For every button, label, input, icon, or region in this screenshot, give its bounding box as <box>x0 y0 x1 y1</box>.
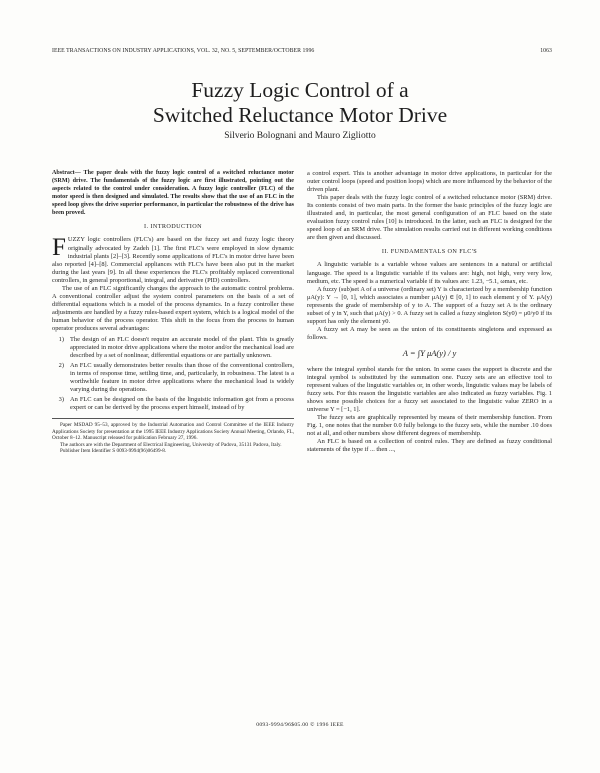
right-paragraph-5: A fuzzy set A may be seen as the union of its constituents singletons and expressed as follows. <box>307 325 552 341</box>
list-item-text: An FLC can be designed on the basis of the linguistic information got from a process expert or can be derived by the process expert himself, instead of by <box>70 396 294 412</box>
left-column <box>52 170 294 455</box>
authors: Silverio Bolognani and Mauro Zigliotto <box>224 131 376 141</box>
footnote <box>52 418 294 454</box>
right-paragraph-3: A linguistic variable is a variable whose values are sentences in a natural or artificial language. The speed is a linguistic variable if its values are: high, not high, very very low, medium, etc. The speed is a numerical variable if its values are: 1.23, −5.1, ωmax, etc. <box>307 261 552 285</box>
equation: A = ∫Y μA(y) / y <box>402 347 457 358</box>
right-paragraph-7: The fuzzy sets are graphically represented by means of their membership function. From Fig. 1, one notes that the number 0.0 fully belongs to the fuzzy sets, while the number .10 does not at all, and other numbers show different degrees of membership. <box>307 414 552 438</box>
list-item <box>52 396 294 412</box>
drop-cap: F <box>52 234 66 262</box>
running-head <box>52 48 552 54</box>
abstract: Abstract— The paper deals with the fuzzy logic control of a switched reluctance motor (SRM) drive. The fundamentals of the fuzzy logic are first illustrated, pointing out the aspects related to the control under consideration. A fuzzy logic controller (FLC) of the motor speed is then designed and simulated. The results show that the use of an FLC in the speed loop gives the drive superior performance, in particular the robustness of the drive has been proved. <box>52 170 294 216</box>
list-item <box>52 336 294 360</box>
page-number: 1063 <box>540 48 552 54</box>
intro-paragraph-1-text: UZZY logic controllers (FLC's) are based on the fuzzy set and fuzzy logic theory originally advocated by Zadeh [1]. The first FLC's were employed in slow dynamic industrial plants [2]–[3]. Recently some applications of FLC's in motor drive have been also reported [4]–[8]. Commercial appliances with FLC's have been also put in the market during the last years [9]. In all these experiences the FLC's profitably replaced conventional controllers, in general proportional, integral, and derivative (PID) controllers. <box>52 236 294 284</box>
list-item-text: The design of an FLC doesn't require an accurate model of the plant. This is greatly appreciated in motor drive applications where the motor and/or the mechanical load are described by a set of nonlinear, differential equations or are partially unknown. <box>70 336 294 360</box>
right-paragraph-4: A fuzzy (sub)set A of a universe (ordinary set) Y is characterized by a membership function μA(y): Y → [0, 1], which associates a number μA(y) ∈ [0, 1] to each element y of Y. μA(y) represents the grade of membership of y to A. The support of a fuzzy set A is the ordinary subset of y in Y, such that μA(y) > 0. A fuzzy set is called a fuzzy singleton S(y0) = μ0/y0 if its support has only the element y0. <box>307 285 552 325</box>
title-line-1: Fuzzy Logic Control of a <box>191 78 409 102</box>
right-column <box>307 170 552 455</box>
footnote-affiliation: The authors are with the Department of Electrical Engineering, University of Padova, 35131 Padova, Italy. <box>60 441 282 448</box>
intro-paragraph-2: The use of an FLC significantly changes the approach to the automatic control problems. A conventional controller adjust the system control parameters on the basis of a set of differential equations which is a model of the process dynamics. In a fuzzy controller these adjustments are handled by a fuzzy rules-based expert system, which is a logical model of the human behavior of the process operator. This shift in the focus from the process to human operator produces several advantages: <box>52 284 294 332</box>
section-heading-fundamentals: II. FUNDAMENTALS ON FLC'S <box>381 248 478 256</box>
list-item <box>52 362 294 394</box>
footnote-paper-info: Paper MSDAD 95–53, approved by the Industrial Automation and Control Committee of the IEEE Industry Applications Society for presentation at the 1995 IEEE Industry Applications Society Annual Meeting, Orlando, FL, October 8–12. Manuscript released for publication February 27, 1996. <box>52 422 294 442</box>
title-line-2: Switched Reluctance Motor Drive <box>152 103 448 127</box>
journal-citation: IEEE TRANSACTIONS ON INDUSTRY APPLICATIONS, VOL. 32, NO. 5, SEPTEMBER/OCTOBER 1996 <box>52 48 315 54</box>
advantages-list <box>52 336 294 412</box>
right-paragraph-2: This paper deals with the fuzzy logic control of a switched reluctance motor (SRM) drive. Its contents consist of two main parts. In the former the basic principles of the fuzzy logic are illustrated and, in particular, the most general configuration of an FLC based on the state evaluation fuzzy control rules [10] is introduced. In the latter, such an FLC is designed for the speed loop of an SRM drive. The simulation results carried out in different working conditions are then given and discussed. <box>307 194 552 242</box>
footnote-identifier: Publisher Item Identifier S 0093-9994(96)06499-8. <box>60 448 167 455</box>
section-heading-introduction: I. INTRODUCTION <box>144 223 202 231</box>
intro-paragraph-1 <box>52 236 294 284</box>
list-item-number: 2) <box>58 362 64 370</box>
copyright-code: 0093-9994/96$05.00 © 1996 IEEE <box>256 722 344 728</box>
right-paragraph-8: An FLC is based on a collection of control rules. They are defined as fuzzy conditional statements of the type if ... then ..., <box>307 438 552 454</box>
list-item-text: An FLC usually demonstrates better results than those of the conventional controllers, in terms of response time, settling time, and, particularly, in robustness. The latest is a worthwhile feature in motor drive applications where the mechanical load is widely varying during the operations. <box>70 362 294 394</box>
paper-title <box>0 78 600 128</box>
right-paragraph-1: a control expert. This is another advantage in motor drive applications, in particular for the outer control loops (speed and position loops) which are more influenced by the behavior of the driven plant. <box>307 170 552 194</box>
right-paragraph-6: where the integral symbol stands for the union. In some cases the support is discrete and the integral symbol is substituted by the summation one. Fuzzy sets are an effective tool to represent values of the linguistic variables or, in other words, linguistic values may be labels of fuzzy sets. For this reason the linguistic variables are also indicated as fuzzy variables. Fig. 1 shows some possible choices for a fuzzy set associated to the linguistic value ZERO in a universe Y = [−1, 1]. <box>307 365 552 414</box>
list-item-number: 3) <box>58 396 64 404</box>
list-item-number: 1) <box>58 336 64 344</box>
